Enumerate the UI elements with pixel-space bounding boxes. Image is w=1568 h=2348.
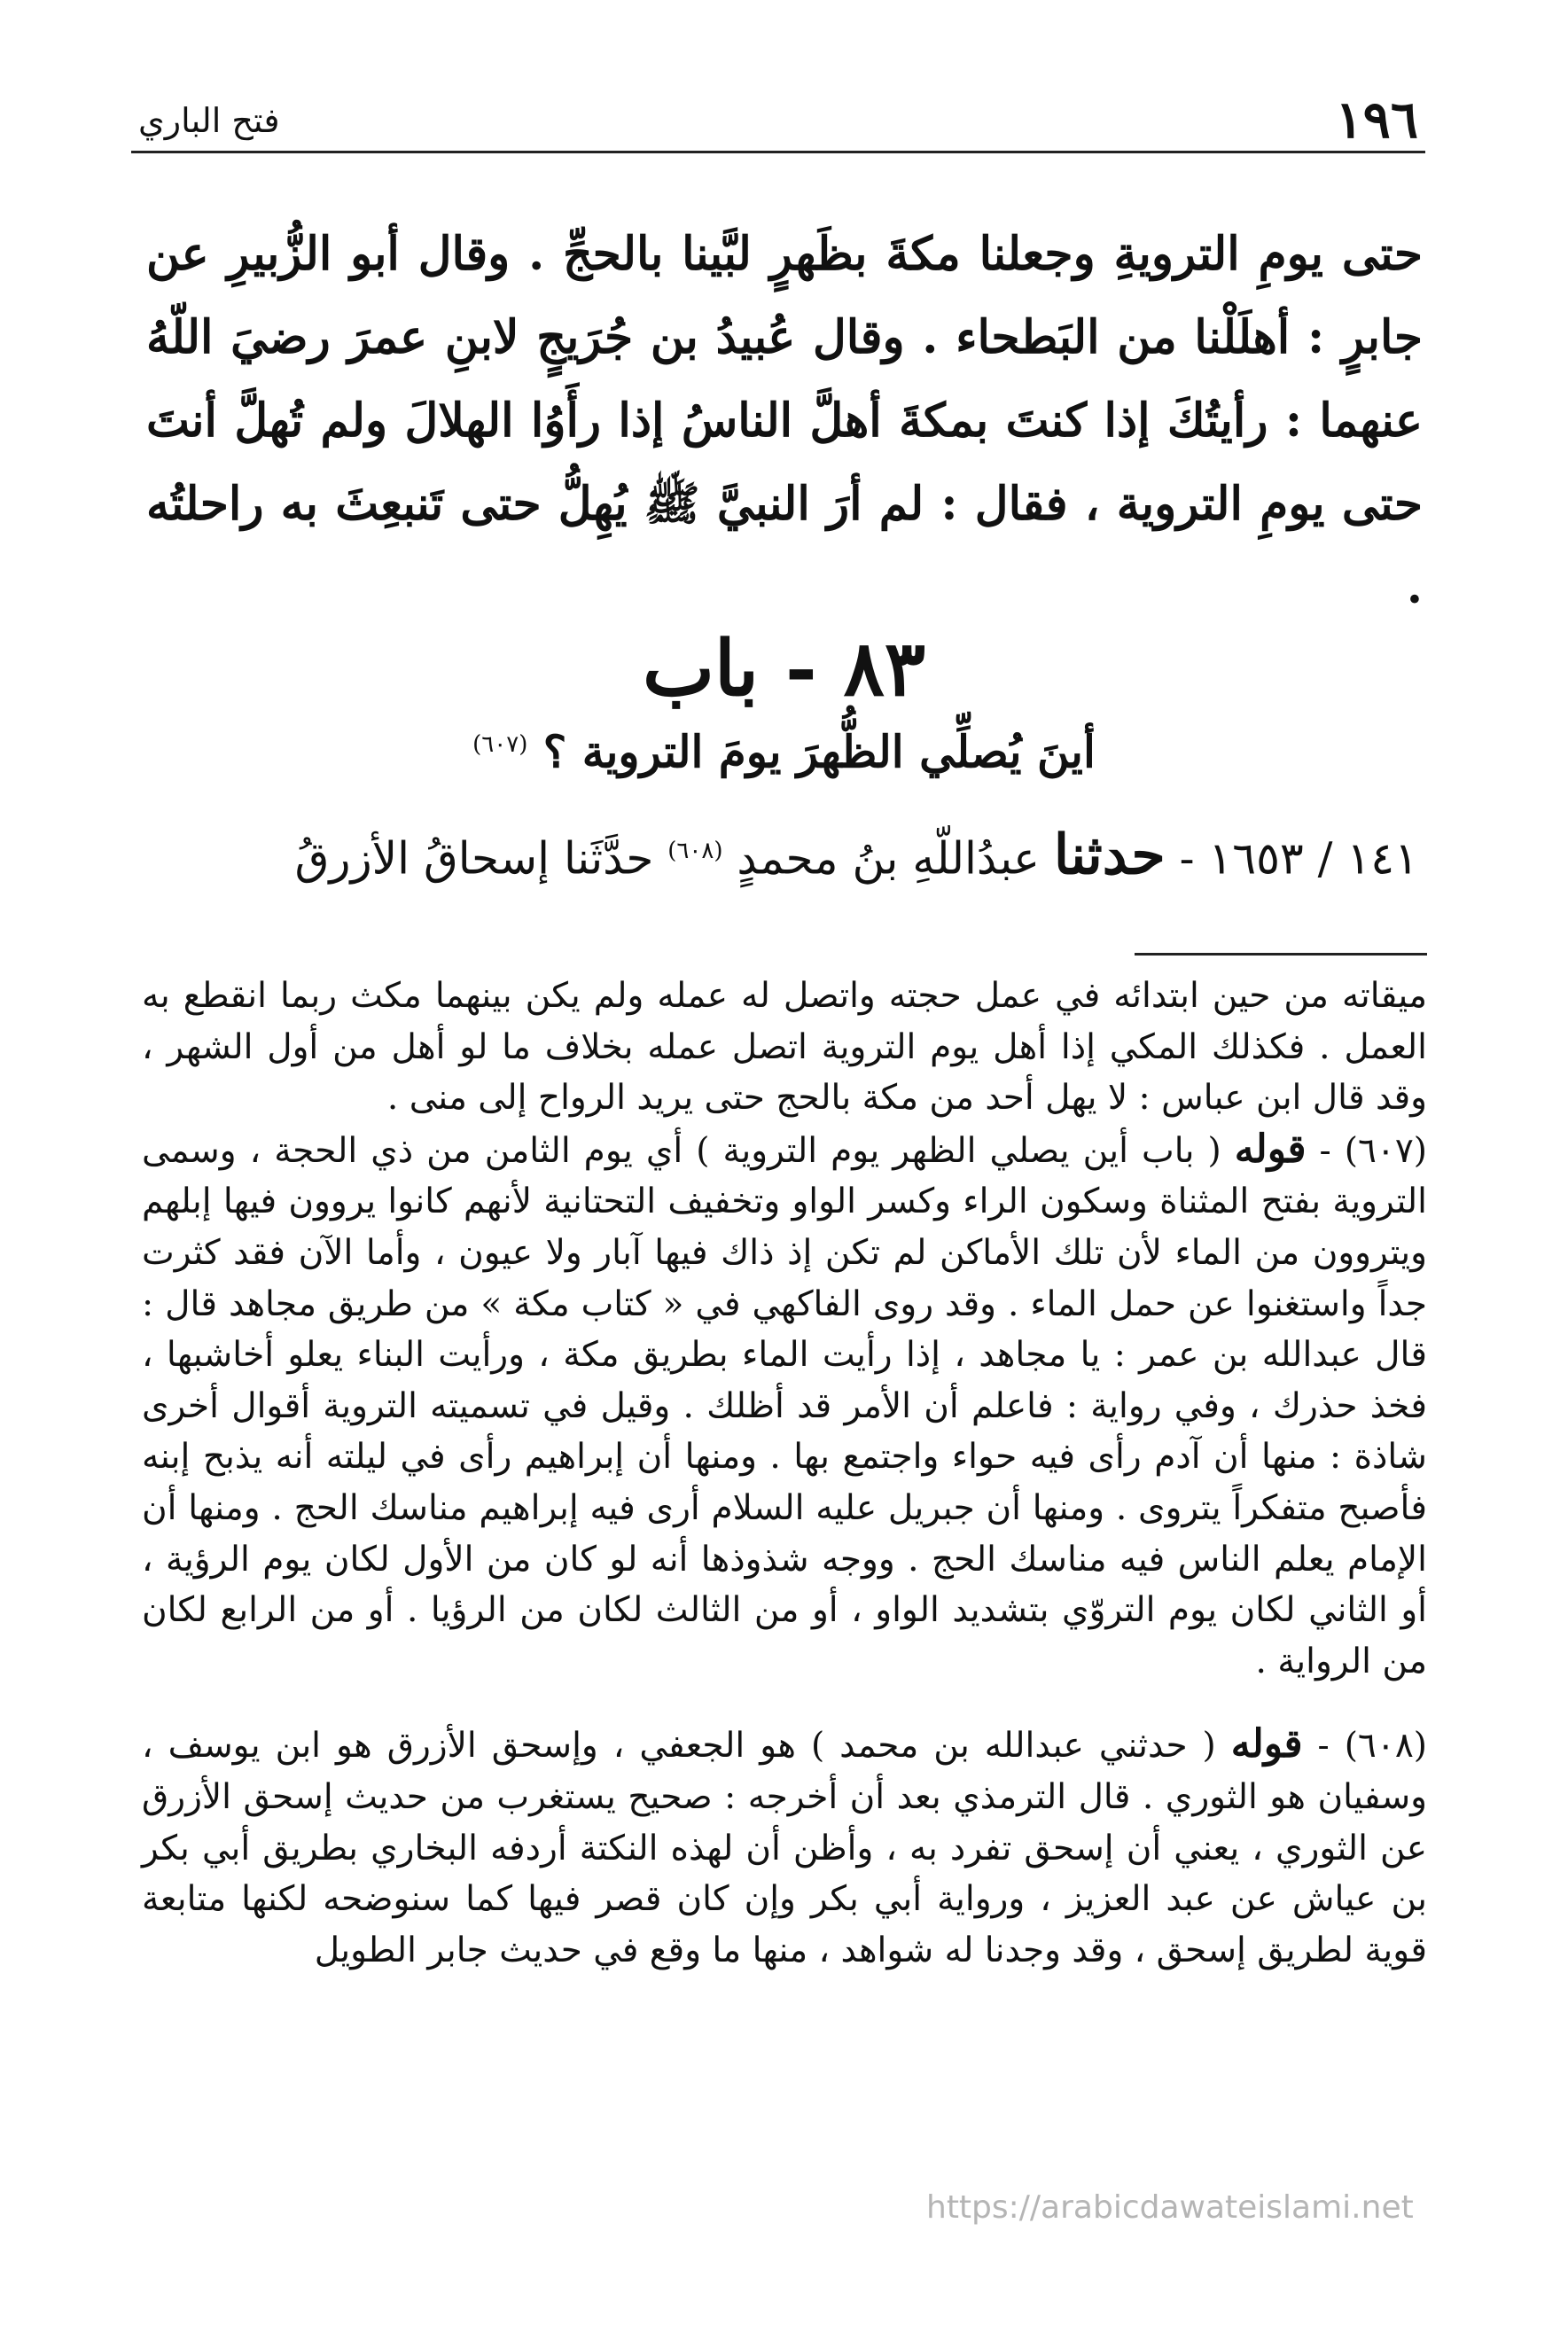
hadith-number: ١٤١ / ١٦٥٣ - <box>1179 832 1418 885</box>
footnote-number: (٦٠٨) - <box>1317 1726 1427 1767</box>
footnote-ref: (٦٠٨) <box>667 838 723 864</box>
footnote-ref: (٦٠٧) <box>472 731 528 758</box>
watermark-url: https://arabicdawateislami.net <box>926 2189 1414 2226</box>
page-header <box>131 89 1425 153</box>
qawluhu-label: قوله <box>1234 1126 1307 1172</box>
footnote-607 <box>142 1124 1427 1688</box>
page-number: ١٩٦ <box>1335 90 1418 150</box>
qawluhu-label: قوله <box>1230 1721 1303 1767</box>
chapter-subtitle-text: أينَ يُصلِّي الظُّهرَ يومَ التروية ؟ <box>542 725 1096 778</box>
running-head: فتح الباري <box>138 101 280 140</box>
footnote-continued: ميقاته من حين ابتدائه في عمل حجته واتصل له عمله ولم يكن بينهما مكث ربما انقطع به العمل . فكذلك المكي إذا أهل يوم التروية اتصل عمله بخلاف ما لو أهل من أول الشهر ، وقد قال ابن عباس : لا يهل أحد من مكة بالحج حتى يريد الرواح إلى منى . <box>142 976 1427 1119</box>
footnote-608 <box>142 1719 1427 1976</box>
chapter-subtitle <box>0 709 1568 788</box>
footnote-gap <box>142 1687 1427 1719</box>
footnotes <box>142 971 1427 1976</box>
footnote-number: (٦٠٧) - <box>1319 1130 1427 1171</box>
main-text: حتى يومِ الترويةِ وجعلنا مكةَ بظَهرٍ لبَّينا بالحجِّ . وقال أبو الزُّبيرِ عن جابرٍ : أهلَلْنا من البَطحاء . وقال عُبيدُ بن جُرَيجٍ لابنِ عمرَ رضيَ اللّهُ عنهما : رأيتُكَ إذا كنتَ بمكةَ أهلَّ الناسُ إذا رأَوُا الهلالَ ولم تُهلَّ أنتَ حتى يومِ التروية ، فقال : لم أرَ النبيَّ ﷺ يُهِلُّ حتى تَنبعِثَ به راحلتُه . <box>146 227 1423 614</box>
hadith-narrator-2: حدَّثَنا إسحاقُ الأزرقُ <box>294 832 654 885</box>
haddathana-word: حدثنا <box>1053 822 1166 887</box>
hadith-narrator: عبدُاللّهِ بنُ محمدٍ <box>737 832 1041 885</box>
chapter-title: ٨٣ - باب <box>642 624 926 714</box>
footnote-body: ( حدثني عبدالله بن محمد ) هو الجعفي ، وإسحق الأزرق هو ابن يوسف ، وسفيان هو الثوري . قال الترمذي بعد أن أخرجه : صحيح يستغرب من حديث إسحق الأزرق عن الثوري ، يعني أن إسحق تفرد به ، وأظن أن لهذه النكتة أردفه البخاري بطريق أبي بكر بن عياش عن عبد العزيز ، ورواية أبي بكر وإن كان قصر فيها كما سنوضحه لكنها متابعة قوية لطريق إسحق ، وقد وجدنا له شواهد ، منها ما وقع في حديث جابر الطويل <box>142 1726 1427 1970</box>
hadith-opening <box>142 811 1418 899</box>
footnote-separator <box>1135 953 1427 956</box>
footnote-body: ( باب أين يصلي الظهر يوم التروية ) أي يوم الثامن من ذي الحجة ، وسمى التروية بفتح المثناة وسكون الراء وكسر الواو وتخفيف التحتانية لأنهم كانوا يروون فيها إبلهم ويتروون من الماء لأن تلك الأماكن لم تكن إذ ذاك فيها آبار ولا عيون ، وأما الآن فقد كثرت جداً واستغنوا عن حمل الماء . وقد روى الفاكهي في « كتاب مكة » من طريق مجاهد قال : قال عبدالله بن عمر : يا مجاهد ، إذا رأيت الماء بطريق مكة ، ورأيت البناء يعلو أخاشبها ، فخذ حذرك ، وفي رواية : فاعلم أن الأمر قد أظلك . وقيل في تسميته التروية أقوال أخرى شاذة : منها أن آدم رأى فيه حواء واجتمع بها . ومنها أن إبراهيم رأى في ليلته أنه يذبح إبنه فأصبح متفكراً يتروى . ومنها أن جبريل عليه السلام أرى فيه إبراهيم مناسك الحج . ومنها أن الإمام يعلم الناس فيه مناسك الحج . ووجه شذوذها أنه لو كان من الأول لكان يوم الرؤية ، أو الثاني لكان يوم التروّي بتشديد الواو ، أو من الثالث لكان من الرؤيا . أو من الرابع لكان من الرواية . <box>142 1130 1427 1681</box>
